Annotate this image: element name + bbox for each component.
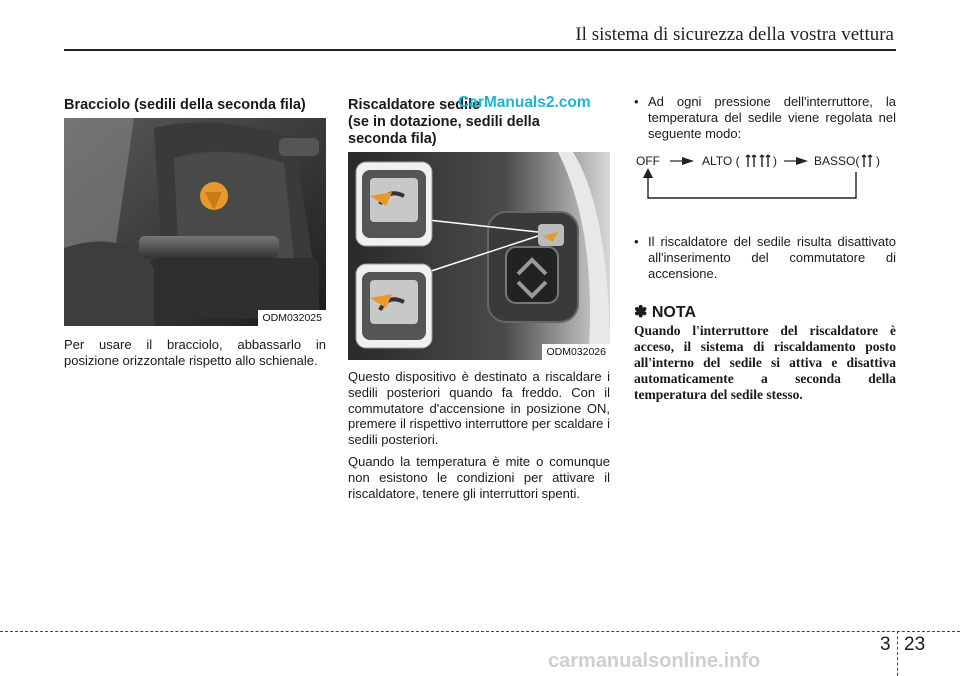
armrest-illustration: [64, 118, 326, 326]
header-rule: [64, 49, 896, 51]
bullet-dot: •: [634, 94, 639, 109]
seat-heater-title-line2: (se in dotazione, sedili della: [348, 114, 540, 130]
nota-title: ✽ NOTA: [634, 304, 696, 321]
armrest-text: Per usare il bracciolo, abbassarlo in posizione orizzontale rispetto allo schienale.: [64, 337, 326, 368]
bullet-ignition-off: [634, 234, 896, 281]
watermark-logo: CarManuals2.com: [458, 94, 591, 111]
bullet-temperature-cycle: [634, 94, 896, 141]
seat-heater-illustration: [348, 152, 610, 360]
seat-heater-title-line1: Riscaldatore sedile: [348, 97, 481, 113]
armrest-photo: [64, 118, 326, 326]
double-heat-icon: [744, 153, 772, 169]
nota-text: Quando l'interruttore del riscaldatore è acceso, il sistema di riscaldamento posto all'interno del sedile si attiva e disattiva automaticamente a seconda della temperatura del sedile stesso.: [634, 323, 896, 402]
armrest-image-code: ODM032025: [258, 310, 326, 326]
footer-rule: [0, 631, 960, 632]
footer-separator: [897, 631, 898, 676]
header-title: Il sistema di sicurezza della vostra vettura: [575, 24, 894, 45]
bullet-dot: •: [634, 234, 639, 249]
state-alto-label: ALTO (: [702, 154, 740, 168]
seat-heater-text: [348, 369, 610, 507]
seat-heater-title-line3: seconda fila): [348, 131, 437, 147]
bullet-text: Ad ogni pressione dell'interruttore, la temperatura del sedile viene regolata nel seguente modo:: [648, 94, 896, 141]
state-basso-label: BASSO(: [814, 154, 860, 168]
seat-heater-photo: [348, 152, 610, 360]
single-heat-icon: [860, 153, 874, 169]
chapter-number: 3: [880, 634, 891, 655]
seat-heater-para1: Questo dispositivo è destinato a riscaldare i sedili posteriori quando fa freddo. Con il commutatore d'accensione in posizione ON, premere il rispettivo interruttore per scaldare i sedili posteriori.: [348, 369, 610, 448]
state-off-label: OFF: [636, 154, 660, 168]
site-watermark: carmanualsonline.info: [548, 650, 761, 672]
alto-close-paren: ): [773, 154, 777, 168]
temperature-cycle-diagram: [634, 150, 896, 202]
basso-close-paren: ): [876, 154, 880, 168]
page-number: 23: [904, 634, 926, 655]
bullet-text: Il riscaldatore del sedile risulta disattivato all'inserimento del commutatore di accensione.: [648, 234, 896, 281]
armrest-section-title: Bracciolo (sedili della seconda fila): [64, 97, 306, 113]
seat-heater-image-code: ODM032026: [542, 344, 610, 360]
seat-heater-para2: Quando la temperatura è mite o comunque non esistono le condizioni per attivare il riscaldatore, tenere gli interruttori spenti.: [348, 453, 610, 501]
